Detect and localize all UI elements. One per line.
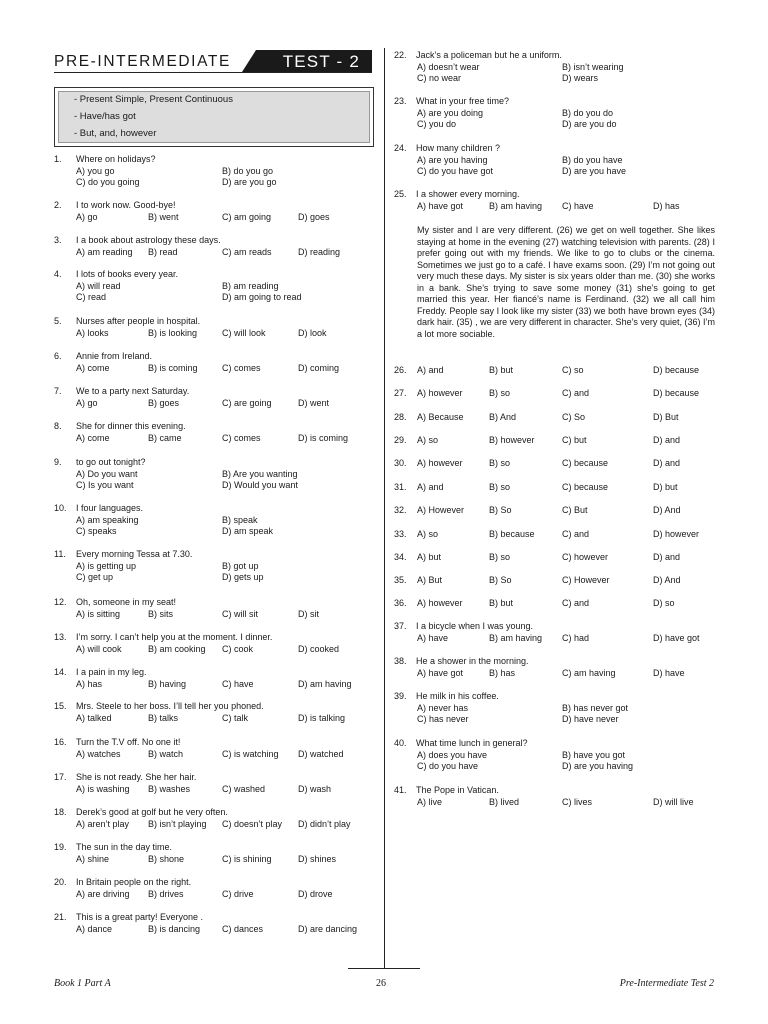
answer-option: C) doesn’t play	[222, 818, 283, 829]
question-stem: Where on holidays?	[76, 154, 156, 164]
level-title: PRE-INTERMEDIATE	[54, 53, 231, 70]
question-stem: He milk in his coffee.	[416, 691, 499, 701]
question-number: 20.	[54, 877, 67, 887]
page-number: 26	[376, 978, 386, 989]
answer-option: B) went	[148, 211, 179, 222]
question-number: 31.	[394, 482, 407, 492]
question-item	[394, 656, 714, 696]
answer-option: D) am speak	[222, 526, 274, 536]
question-number: 24.	[394, 143, 407, 153]
answer-option: D) have never	[562, 714, 619, 724]
question-number: 34.	[394, 552, 407, 562]
question-item	[54, 807, 374, 847]
footer-book: Book 1 Part A	[54, 978, 111, 989]
question-stem: I to work now. Good-bye!	[76, 200, 176, 210]
question-number: 15.	[54, 701, 67, 711]
test-header	[54, 50, 372, 74]
answer-option: D) didn’t play	[298, 818, 351, 829]
question-item	[54, 386, 374, 426]
question-number: 16.	[54, 737, 67, 747]
answer-option: C) drive	[222, 888, 254, 899]
answer-option: D) but	[653, 482, 678, 492]
answer-option: D) watched	[298, 748, 344, 759]
answer-option: D) has	[653, 200, 680, 211]
answer-option: A) looks	[76, 327, 109, 338]
question-number: 5.	[54, 316, 62, 326]
question-item	[54, 877, 374, 917]
question-number: 17.	[54, 772, 67, 782]
question-number: 41.	[394, 785, 407, 795]
answer-option: D) am having	[298, 678, 352, 689]
topics-box	[54, 87, 374, 147]
question-item	[54, 772, 374, 812]
answer-option: D) went	[298, 397, 330, 408]
answer-option: A) is washing	[76, 783, 130, 794]
question-number: 18.	[54, 807, 67, 817]
answer-option: B) came	[148, 432, 182, 443]
question-stem: Oh, someone in my seat!	[76, 597, 177, 607]
answer-option: D) look	[298, 327, 327, 338]
question-number: 38.	[394, 656, 407, 666]
question-number: 3.	[54, 235, 62, 245]
answer-option: B) has	[489, 667, 516, 678]
cloze-item	[394, 365, 714, 377]
column-divider	[384, 48, 385, 968]
test-title: TEST - 2	[282, 52, 360, 71]
question-item	[54, 842, 374, 882]
answer-option: C) washed	[222, 783, 266, 794]
reading-paragraph: My sister and I are very different. (26) we get on well together. She likes staying at home in the evening (27) watching television with parents. (28) I prefer going out with my friends. We like to go to clubs or the cinema. Sometimes we just go to a café. I have exams soon. (29) I’m not going out very much these days. My sister is six years older than me. (30) she works in a bank. She’s trying to save some money (31) she’s going to get married this year. Her fiancé’s name is Ferdinand. (32) we all call him Freddy. People say I look like my sister (33) we both have brown eyes (34) dark hair. (35) , we are very different in character. She’s very quiet, (36) I’m a lot more sociable.	[417, 225, 715, 339]
answer-option: B) but	[489, 598, 514, 608]
answer-option: D) have	[653, 667, 685, 678]
answer-option: A) However	[417, 505, 465, 515]
topic-item: - Present Simple, Present Continuous	[74, 94, 233, 105]
answer-option: B) because	[489, 529, 535, 539]
answer-option: B) So	[489, 575, 512, 585]
question-number: 12.	[54, 597, 67, 607]
answer-option: A) and	[417, 365, 444, 375]
answer-option: D) am going to read	[222, 292, 302, 302]
question-number: 10.	[54, 503, 67, 513]
answer-option: A) will cook	[76, 643, 122, 654]
cloze-item	[394, 435, 714, 447]
question-number: 19.	[54, 842, 67, 852]
cloze-item	[394, 482, 714, 494]
question-number: 14.	[54, 667, 67, 677]
answer-option: B) isn’t playing	[148, 818, 207, 829]
answer-option: B) isn’t wearing	[562, 61, 624, 72]
answer-option: C) So	[562, 412, 586, 422]
cloze-item	[394, 388, 714, 400]
answer-option: D) Would you want	[222, 480, 298, 490]
answer-option: A) have	[417, 632, 449, 643]
question-stem: Mrs. Steele to her boss. I’ll tell her you phoned.	[76, 701, 264, 711]
question-number: 11.	[54, 549, 66, 559]
answer-option: A) But	[417, 575, 443, 585]
answer-option: D) are dancing	[298, 923, 358, 934]
answer-option: B) And	[489, 412, 517, 422]
answer-option: C) and	[562, 598, 590, 608]
answer-option: A) will read	[76, 280, 121, 291]
answer-option: C) do you going	[76, 177, 140, 187]
answer-option: A) is sitting	[76, 608, 121, 619]
answer-option: C) However	[562, 575, 610, 585]
answer-option: C) do you have got	[417, 166, 494, 176]
question-stem: In Britain people on the right.	[76, 877, 192, 887]
answer-option: C) however	[562, 552, 609, 562]
answer-option: C) and	[562, 388, 590, 398]
answer-option: C) But	[562, 505, 588, 515]
answer-option: B) am having	[489, 200, 543, 211]
question-stem: This is a great party! Everyone .	[76, 912, 204, 922]
answer-option: C) so	[562, 365, 584, 375]
answer-option: B) so	[489, 458, 511, 468]
answer-option: C) no wear	[417, 73, 462, 83]
question-stem: I four languages.	[76, 503, 144, 513]
question-item	[54, 737, 374, 777]
question-number: 32.	[394, 505, 407, 515]
question-number: 23.	[394, 96, 407, 106]
question-stem: We to a party next Saturday.	[76, 386, 190, 396]
answer-option: A) live	[417, 796, 443, 807]
answer-option: B) goes	[148, 397, 180, 408]
answer-option: A) go	[76, 211, 98, 222]
answer-option: D) coming	[298, 362, 340, 373]
answer-option: D) wears	[562, 73, 599, 83]
answer-option: A) however	[417, 388, 463, 398]
question-item	[394, 96, 714, 136]
question-number: 36.	[394, 598, 407, 608]
answer-option: A) is getting up	[76, 560, 137, 571]
answer-option: A) aren’t play	[76, 818, 130, 829]
answer-option: A) go	[76, 397, 98, 408]
question-item	[54, 316, 374, 356]
answer-option: A) are you having	[417, 154, 488, 165]
question-item	[394, 50, 714, 90]
answer-option: B) having	[148, 678, 187, 689]
question-item	[54, 632, 374, 672]
answer-option: B) am reading	[222, 280, 279, 291]
answer-option: B) but	[489, 365, 514, 375]
answer-option: C) am going	[222, 211, 272, 222]
answer-option: D) goes	[298, 211, 330, 222]
topic-item: - Have/has got	[74, 111, 136, 122]
answer-option: B) do you do	[562, 107, 614, 118]
question-stem: What in your free time?	[416, 96, 510, 106]
answer-option: B) is coming	[148, 362, 198, 373]
question-stem: I a shower every morning.	[416, 189, 520, 199]
answer-option: A) does you have	[417, 749, 488, 760]
question-stem: Derek’s good at golf but he very often.	[76, 807, 228, 817]
answer-option: D) shines	[298, 853, 337, 864]
answer-option: A) are driving	[76, 888, 130, 899]
question-number: 21.	[54, 912, 67, 922]
answer-option: A) watches	[76, 748, 121, 759]
answer-option: C) have	[562, 200, 594, 211]
question-item	[54, 351, 374, 391]
question-number: 25.	[394, 189, 407, 199]
question-item	[54, 912, 374, 952]
answer-option: B) however	[489, 435, 535, 445]
answer-option: B) So	[489, 505, 512, 515]
answer-option: D) however	[653, 529, 700, 539]
question-stem: She is not ready. She her hair.	[76, 772, 197, 782]
question-number: 33.	[394, 529, 407, 539]
answer-option: B) am cooking	[148, 643, 206, 654]
answer-option: B) so	[489, 388, 511, 398]
question-number: 39.	[394, 691, 407, 701]
question-stem: I a book about astrology these days.	[76, 235, 221, 245]
answer-option: B) have you got	[562, 749, 626, 760]
answer-option: B) do you go	[222, 165, 274, 176]
answer-option: D) and	[653, 458, 681, 468]
question-stem: I’m sorry. I can’t help you at the moment. I dinner.	[76, 632, 273, 642]
cloze-item	[394, 412, 714, 424]
answer-option: B) so	[489, 482, 511, 492]
question-item	[54, 503, 374, 543]
answer-option: B) so	[489, 552, 511, 562]
answer-option: A) are you doing	[417, 107, 484, 118]
question-stem: I a pain in my leg.	[76, 667, 147, 677]
answer-option: B) do you have	[562, 154, 623, 165]
answer-option: B) talks	[148, 712, 179, 723]
question-number: 30.	[394, 458, 407, 468]
answer-option: C) have	[222, 678, 254, 689]
answer-option: A) Do you want	[76, 468, 138, 479]
question-item	[54, 269, 374, 309]
footer-rule	[348, 968, 420, 969]
question-number: 37.	[394, 621, 407, 631]
answer-option: A) come	[76, 432, 110, 443]
answer-option: C) speaks	[76, 526, 117, 536]
answer-option: D) because	[653, 388, 700, 398]
topic-item: - But, and, however	[74, 128, 157, 139]
answer-option: D) are you having	[562, 761, 634, 771]
answer-option: D) have got	[653, 632, 700, 643]
answer-option: D) sit	[298, 608, 319, 619]
answer-option: A) Because	[417, 412, 464, 422]
answer-option: D) cooked	[298, 643, 340, 654]
question-number: 6.	[54, 351, 62, 361]
answer-option: C) but	[562, 435, 587, 445]
answer-option: B) lived	[489, 796, 520, 807]
answer-option: D) drove	[298, 888, 333, 899]
answer-option: A) has	[76, 678, 103, 689]
answer-option: C) Is you want	[76, 480, 134, 490]
header-rule	[54, 72, 372, 73]
answer-option: B) sits	[148, 608, 174, 619]
answer-option: C) is watching	[222, 748, 279, 759]
answer-option: D) wash	[298, 783, 332, 794]
answer-option: A) come	[76, 362, 110, 373]
question-number: 28.	[394, 412, 407, 422]
question-number: 8.	[54, 421, 62, 431]
answer-option: A) never has	[417, 702, 469, 713]
answer-option: B) shone	[148, 853, 185, 864]
question-number: 26.	[394, 365, 407, 375]
answer-option: C) talk	[222, 712, 249, 723]
answer-option: A) shine	[76, 853, 110, 864]
question-number: 22.	[394, 50, 407, 60]
cloze-item	[394, 529, 714, 541]
answer-option: A) so	[417, 529, 439, 539]
question-number: 40.	[394, 738, 407, 748]
question-item	[394, 785, 714, 825]
answer-option: B) speak	[222, 514, 258, 525]
answer-option: D) are you have	[562, 166, 627, 176]
answer-option: C) because	[562, 458, 609, 468]
question-stem: He a shower in the morning.	[416, 656, 529, 666]
answer-option: B) has never got	[562, 702, 629, 713]
answer-option: D) and	[653, 435, 681, 445]
answer-option: D) And	[653, 505, 681, 515]
question-stem: Annie from Ireland.	[76, 351, 153, 361]
question-number: 7.	[54, 386, 62, 396]
answer-option: C) comes	[222, 362, 261, 373]
question-stem: The sun in the day time.	[76, 842, 173, 852]
answer-option: C) comes	[222, 432, 261, 443]
footer-test-title: Pre-Intermediate Test 2	[619, 978, 714, 989]
question-item	[54, 701, 374, 741]
question-item	[54, 457, 374, 497]
question-stem: The Pope in Vatican.	[416, 785, 499, 795]
answer-option: C) cook	[222, 643, 254, 654]
answer-option: C) will look	[222, 327, 266, 338]
question-item	[394, 143, 714, 183]
question-number: 29.	[394, 435, 407, 445]
answer-option: C) am reads	[222, 246, 272, 257]
answer-option: C) and	[562, 529, 590, 539]
question-item	[54, 597, 374, 637]
question-stem: What time lunch in general?	[416, 738, 528, 748]
answer-option: A) am reading	[76, 246, 133, 257]
answer-option: A) have got	[417, 667, 464, 678]
answer-option: C) you do	[417, 119, 457, 129]
question-item	[54, 154, 374, 194]
answer-option: A) however	[417, 598, 463, 608]
answer-option: C) is shining	[222, 853, 272, 864]
answer-option: B) is dancing	[148, 923, 201, 934]
answer-option: C) read	[76, 292, 107, 302]
answer-option: D) is coming	[298, 432, 349, 443]
question-stem: Every morning Tessa at 7.30.	[76, 549, 193, 559]
answer-option: C) has never	[417, 714, 469, 724]
question-number: 13.	[54, 632, 67, 642]
answer-option: B) is looking	[148, 327, 198, 338]
answer-option: D) reading	[298, 246, 341, 257]
answer-option: D) so	[653, 598, 675, 608]
question-number: 4.	[54, 269, 62, 279]
answer-option: B) am having	[489, 632, 543, 643]
answer-option: A) talked	[76, 712, 112, 723]
answer-option: B) Are you wanting	[222, 468, 298, 479]
answer-option: B) drives	[148, 888, 184, 899]
answer-option: A) however	[417, 458, 463, 468]
question-stem: How many children ?	[416, 143, 501, 153]
answer-option: C) dances	[222, 923, 264, 934]
answer-option: D) But	[653, 412, 679, 422]
answer-option: A) dance	[76, 923, 113, 934]
question-item	[394, 189, 714, 229]
question-number: 9.	[54, 457, 62, 467]
answer-option: D) are you do	[562, 119, 617, 129]
question-number: 27.	[394, 388, 407, 398]
question-stem: She for dinner this evening.	[76, 421, 186, 431]
question-stem: Jack’s a policeman but he a uniform.	[416, 50, 562, 60]
answer-option: D) gets up	[222, 572, 264, 582]
answer-option: C) do you have	[417, 761, 479, 771]
answer-option: A) and	[417, 482, 444, 492]
question-stem: Turn the T.V off. No one it!	[76, 737, 181, 747]
answer-option: B) read	[148, 246, 178, 257]
question-item	[54, 549, 374, 589]
question-item	[394, 738, 714, 778]
answer-option: A) you go	[76, 165, 115, 176]
cloze-item	[394, 575, 714, 587]
question-number: 2.	[54, 200, 62, 210]
answer-option: B) watch	[148, 748, 184, 759]
answer-option: D) because	[653, 365, 700, 375]
answer-option: D) and	[653, 552, 681, 562]
question-number: 35.	[394, 575, 407, 585]
answer-option: C) lives	[562, 796, 593, 807]
question-stem: to go out tonight?	[76, 457, 146, 467]
question-item	[394, 691, 714, 731]
answer-option: C) am having	[562, 667, 616, 678]
question-number: 1.	[54, 154, 62, 164]
answer-option: A) doesn’t wear	[417, 61, 480, 72]
answer-option: A) have got	[417, 200, 464, 211]
answer-option: D) will live	[653, 796, 694, 807]
question-stem: I lots of books every year.	[76, 269, 179, 279]
question-item	[54, 200, 374, 240]
answer-option: D) is talking	[298, 712, 346, 723]
answer-option: C) had	[562, 632, 590, 643]
cloze-item	[394, 598, 714, 610]
answer-option: C) will sit	[222, 608, 258, 619]
answer-option: B) got up	[222, 560, 259, 571]
answer-option: C) because	[562, 482, 609, 492]
answer-option: D) And	[653, 575, 681, 585]
cloze-item	[394, 458, 714, 470]
question-stem: I a bicycle when I was young.	[416, 621, 534, 631]
answer-option: B) washes	[148, 783, 191, 794]
cloze-item	[394, 505, 714, 517]
answer-option: C) are going	[222, 397, 272, 408]
answer-option: A) am speaking	[76, 514, 139, 525]
answer-option: D) are you go	[222, 177, 277, 187]
answer-option: A) so	[417, 435, 439, 445]
answer-option: C) get up	[76, 572, 114, 582]
question-item	[54, 421, 374, 461]
question-item	[394, 621, 714, 661]
question-stem: Nurses after people in hospital.	[76, 316, 201, 326]
cloze-item	[394, 552, 714, 564]
answer-option: A) but	[417, 552, 442, 562]
